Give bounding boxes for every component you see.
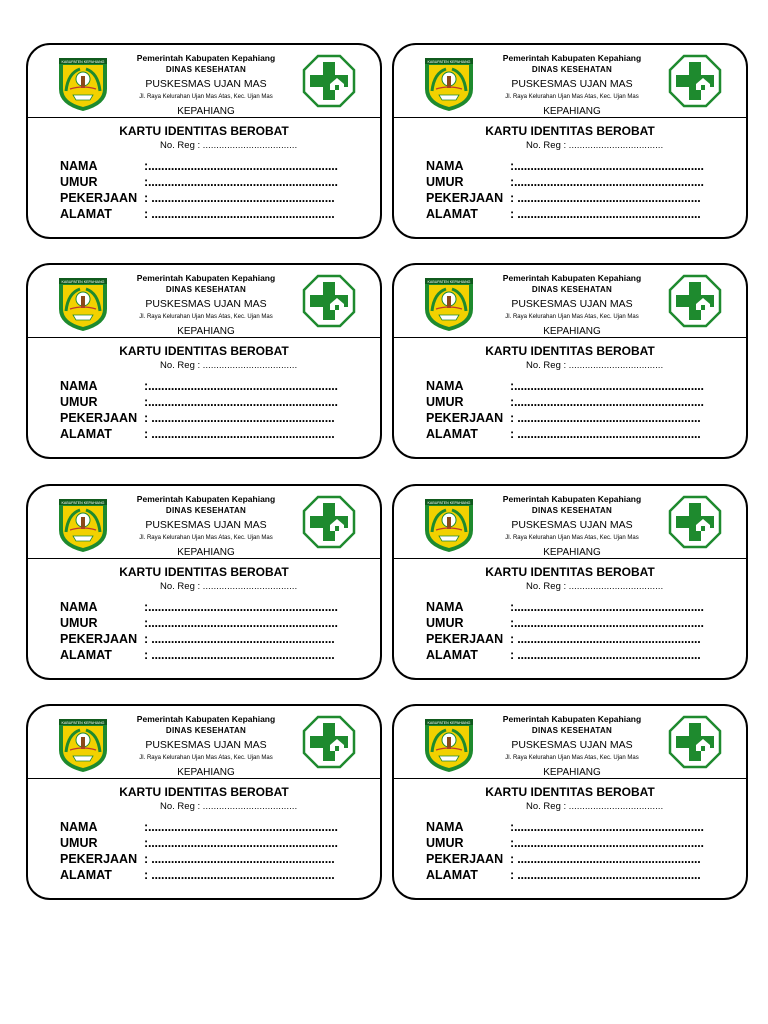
field-blank-alamat: : ........................................................ xyxy=(144,427,335,441)
field-blank-nama: :.......................................................... xyxy=(144,159,338,173)
field-label-nama: NAMA xyxy=(60,820,98,834)
reg-blank: ................................... xyxy=(202,581,298,591)
svg-text:KABUPATEN KEPAHIANG: KABUPATEN KEPAHIANG xyxy=(61,721,105,725)
puskesmas-cross-icon xyxy=(302,54,356,108)
reg-label: No. Reg : xyxy=(160,581,201,592)
field-label-umur: UMUR xyxy=(60,836,98,850)
regency-line: KEPAHIANG xyxy=(543,326,601,337)
field-blank-umur: :.......................................................... xyxy=(510,616,704,630)
field-label-nama: NAMA xyxy=(60,159,98,173)
reg-number xyxy=(526,581,663,592)
svg-text:KABUPATEN KEPAHIANG: KABUPATEN KEPAHIANG xyxy=(427,60,471,64)
identity-card xyxy=(392,263,748,459)
card-title: KARTU IDENTITAS BEROBAT xyxy=(485,344,655,358)
svg-text:KABUPATEN KEPAHIANG: KABUPATEN KEPAHIANG xyxy=(427,501,471,505)
field-blank-nama: :.......................................................... xyxy=(510,820,704,834)
field-blank-pekerjaan: : ........................................................ xyxy=(510,411,701,425)
header-divider xyxy=(28,558,380,559)
field-label-umur: UMUR xyxy=(426,175,464,189)
department-line: DINAS KESEHATAN xyxy=(165,506,247,515)
field-label-alamat: ALAMAT xyxy=(426,648,478,662)
identity-card xyxy=(26,263,382,459)
field-label-nama: NAMA xyxy=(426,379,464,393)
reg-label: No. Reg : xyxy=(160,801,201,812)
address-line: Jl. Raya Kelurahan Ujan Mas Atas, Kec. Ujan Mas xyxy=(139,535,273,541)
address-line: Jl. Raya Kelurahan Ujan Mas Atas, Kec. Ujan Mas xyxy=(139,755,273,761)
puskesmas-name: PUSKESMAS UJAN MAS xyxy=(511,78,633,90)
field-label-umur: UMUR xyxy=(426,836,464,850)
reg-number xyxy=(526,360,663,371)
field-blank-umur: :.......................................................... xyxy=(144,836,338,850)
card-title: KARTU IDENTITAS BEROBAT xyxy=(485,785,655,799)
reg-number xyxy=(526,801,663,812)
government-line: Pemerintah Kabupaten Kepahiang xyxy=(502,494,642,504)
field-label-umur: UMUR xyxy=(60,616,98,630)
kepahiang-emblem-icon xyxy=(56,55,110,113)
field-blank-alamat: : ........................................................ xyxy=(144,207,335,221)
puskesmas-name: PUSKESMAS UJAN MAS xyxy=(145,78,267,90)
field-label-alamat: ALAMAT xyxy=(60,207,112,221)
reg-label: No. Reg : xyxy=(526,360,567,371)
field-label-pekerjaan: PEKERJAAN xyxy=(426,632,504,646)
department-line: DINAS KESEHATAN xyxy=(165,726,247,735)
field-label-nama: NAMA xyxy=(426,820,464,834)
field-blank-alamat: : ........................................................ xyxy=(510,648,701,662)
field-blank-pekerjaan: : ........................................................ xyxy=(510,632,701,646)
field-blank-pekerjaan: : ........................................................ xyxy=(510,852,701,866)
reg-blank: ................................... xyxy=(568,140,664,150)
government-line: Pemerintah Kabupaten Kepahiang xyxy=(502,53,642,63)
svg-text:KABUPATEN KEPAHIANG: KABUPATEN KEPAHIANG xyxy=(61,501,105,505)
puskesmas-name: PUSKESMAS UJAN MAS xyxy=(145,739,267,751)
regency-line: KEPAHIANG xyxy=(177,767,235,778)
field-blank-umur: :.......................................................... xyxy=(144,616,338,630)
header-divider xyxy=(394,558,746,559)
reg-number xyxy=(160,581,297,592)
kepahiang-emblem-icon xyxy=(56,496,110,554)
field-label-alamat: ALAMAT xyxy=(426,207,478,221)
field-label-alamat: ALAMAT xyxy=(60,648,112,662)
department-line: DINAS KESEHATAN xyxy=(531,65,613,74)
puskesmas-cross-icon xyxy=(668,274,722,328)
field-blank-alamat: : ........................................................ xyxy=(510,868,701,882)
field-label-nama: NAMA xyxy=(60,379,98,393)
department-line: DINAS KESEHATAN xyxy=(165,65,247,74)
department-line: DINAS KESEHATAN xyxy=(531,506,613,515)
field-label-nama: NAMA xyxy=(60,600,98,614)
address-line: Jl. Raya Kelurahan Ujan Mas Atas, Kec. Ujan Mas xyxy=(505,314,639,320)
card-title: KARTU IDENTITAS BEROBAT xyxy=(485,124,655,138)
header-divider xyxy=(394,778,746,779)
kepahiang-emblem-icon xyxy=(56,716,110,774)
address-line: Jl. Raya Kelurahan Ujan Mas Atas, Kec. Ujan Mas xyxy=(505,94,639,100)
puskesmas-name: PUSKESMAS UJAN MAS xyxy=(145,298,267,310)
identity-card xyxy=(392,704,748,900)
card-title: KARTU IDENTITAS BEROBAT xyxy=(119,344,289,358)
puskesmas-name: PUSKESMAS UJAN MAS xyxy=(511,739,633,751)
reg-label: No. Reg : xyxy=(526,581,567,592)
field-blank-nama: :.......................................................... xyxy=(144,600,338,614)
puskesmas-name: PUSKESMAS UJAN MAS xyxy=(145,519,267,531)
kepahiang-emblem-icon xyxy=(56,275,110,333)
field-blank-pekerjaan: : ........................................................ xyxy=(144,191,335,205)
field-blank-pekerjaan: : ........................................................ xyxy=(510,191,701,205)
reg-number xyxy=(160,801,297,812)
reg-blank: ................................... xyxy=(202,140,298,150)
regency-line: KEPAHIANG xyxy=(177,547,235,558)
puskesmas-cross-icon xyxy=(668,54,722,108)
reg-number xyxy=(160,140,297,151)
field-label-umur: UMUR xyxy=(426,616,464,630)
field-blank-umur: :.......................................................... xyxy=(510,175,704,189)
field-label-pekerjaan: PEKERJAAN xyxy=(60,411,138,425)
regency-line: KEPAHIANG xyxy=(543,767,601,778)
card-title: KARTU IDENTITAS BEROBAT xyxy=(119,124,289,138)
reg-blank: ................................... xyxy=(568,581,664,591)
field-label-alamat: ALAMAT xyxy=(60,868,112,882)
puskesmas-name: PUSKESMAS UJAN MAS xyxy=(511,298,633,310)
field-blank-nama: :.......................................................... xyxy=(510,159,704,173)
puskesmas-cross-icon xyxy=(302,715,356,769)
reg-number xyxy=(526,140,663,151)
field-label-pekerjaan: PEKERJAAN xyxy=(60,852,138,866)
government-line: Pemerintah Kabupaten Kepahiang xyxy=(136,53,276,63)
field-blank-umur: :.......................................................... xyxy=(510,395,704,409)
field-label-pekerjaan: PEKERJAAN xyxy=(60,191,138,205)
regency-line: KEPAHIANG xyxy=(543,547,601,558)
puskesmas-name: PUSKESMAS UJAN MAS xyxy=(511,519,633,531)
field-blank-nama: :.......................................................... xyxy=(144,379,338,393)
field-label-pekerjaan: PEKERJAAN xyxy=(60,632,138,646)
header-divider xyxy=(28,117,380,118)
puskesmas-cross-icon xyxy=(302,495,356,549)
field-label-pekerjaan: PEKERJAAN xyxy=(426,191,504,205)
header-divider xyxy=(28,778,380,779)
field-blank-pekerjaan: : ........................................................ xyxy=(144,632,335,646)
svg-text:KABUPATEN KEPAHIANG: KABUPATEN KEPAHIANG xyxy=(427,280,471,284)
regency-line: KEPAHIANG xyxy=(543,106,601,117)
department-line: DINAS KESEHATAN xyxy=(531,726,613,735)
reg-blank: ................................... xyxy=(202,801,298,811)
kepahiang-emblem-icon xyxy=(422,275,476,333)
field-label-nama: NAMA xyxy=(426,159,464,173)
field-blank-nama: :.......................................................... xyxy=(144,820,338,834)
field-label-umur: UMUR xyxy=(426,395,464,409)
field-label-umur: UMUR xyxy=(60,175,98,189)
field-label-pekerjaan: PEKERJAAN xyxy=(426,852,504,866)
card-title: KARTU IDENTITAS BEROBAT xyxy=(119,565,289,579)
reg-blank: ................................... xyxy=(202,360,298,370)
address-line: Jl. Raya Kelurahan Ujan Mas Atas, Kec. Ujan Mas xyxy=(139,314,273,320)
reg-label: No. Reg : xyxy=(160,140,201,151)
header-divider xyxy=(394,117,746,118)
field-blank-alamat: : ........................................................ xyxy=(510,207,701,221)
svg-text:KABUPATEN KEPAHIANG: KABUPATEN KEPAHIANG xyxy=(61,280,105,284)
regency-line: KEPAHIANG xyxy=(177,106,235,117)
government-line: Pemerintah Kabupaten Kepahiang xyxy=(502,273,642,283)
field-blank-pekerjaan: : ........................................................ xyxy=(144,852,335,866)
puskesmas-cross-icon xyxy=(302,274,356,328)
puskesmas-cross-icon xyxy=(668,715,722,769)
svg-text:KABUPATEN KEPAHIANG: KABUPATEN KEPAHIANG xyxy=(61,60,105,64)
reg-blank: ................................... xyxy=(568,360,664,370)
reg-number xyxy=(160,360,297,371)
header-divider xyxy=(28,337,380,338)
field-label-umur: UMUR xyxy=(60,395,98,409)
identity-card xyxy=(392,484,748,680)
field-label-nama: NAMA xyxy=(426,600,464,614)
department-line: DINAS KESEHATAN xyxy=(531,285,613,294)
reg-label: No. Reg : xyxy=(160,360,201,371)
card-title: KARTU IDENTITAS BEROBAT xyxy=(119,785,289,799)
field-label-pekerjaan: PEKERJAAN xyxy=(426,411,504,425)
identity-card xyxy=(26,484,382,680)
government-line: Pemerintah Kabupaten Kepahiang xyxy=(136,273,276,283)
field-blank-nama: :.......................................................... xyxy=(510,600,704,614)
reg-blank: ................................... xyxy=(568,801,664,811)
field-label-alamat: ALAMAT xyxy=(426,868,478,882)
regency-line: KEPAHIANG xyxy=(177,326,235,337)
address-line: Jl. Raya Kelurahan Ujan Mas Atas, Kec. Ujan Mas xyxy=(139,94,273,100)
kepahiang-emblem-icon xyxy=(422,496,476,554)
address-line: Jl. Raya Kelurahan Ujan Mas Atas, Kec. Ujan Mas xyxy=(505,535,639,541)
field-blank-nama: :.......................................................... xyxy=(510,379,704,393)
puskesmas-cross-icon xyxy=(668,495,722,549)
government-line: Pemerintah Kabupaten Kepahiang xyxy=(136,714,276,724)
kepahiang-emblem-icon xyxy=(422,55,476,113)
identity-card xyxy=(392,43,748,239)
card-title: KARTU IDENTITAS BEROBAT xyxy=(485,565,655,579)
field-blank-alamat: : ........................................................ xyxy=(144,648,335,662)
field-blank-umur: :.......................................................... xyxy=(510,836,704,850)
identity-card xyxy=(26,43,382,239)
reg-label: No. Reg : xyxy=(526,140,567,151)
government-line: Pemerintah Kabupaten Kepahiang xyxy=(136,494,276,504)
field-blank-umur: :.......................................................... xyxy=(144,395,338,409)
identity-card xyxy=(26,704,382,900)
field-blank-alamat: : ........................................................ xyxy=(510,427,701,441)
kepahiang-emblem-icon xyxy=(422,716,476,774)
address-line: Jl. Raya Kelurahan Ujan Mas Atas, Kec. Ujan Mas xyxy=(505,755,639,761)
department-line: DINAS KESEHATAN xyxy=(165,285,247,294)
government-line: Pemerintah Kabupaten Kepahiang xyxy=(502,714,642,724)
reg-label: No. Reg : xyxy=(526,801,567,812)
field-blank-umur: :.......................................................... xyxy=(144,175,338,189)
field-label-alamat: ALAMAT xyxy=(426,427,478,441)
svg-text:KABUPATEN KEPAHIANG: KABUPATEN KEPAHIANG xyxy=(427,721,471,725)
field-blank-pekerjaan: : ........................................................ xyxy=(144,411,335,425)
field-label-alamat: ALAMAT xyxy=(60,427,112,441)
field-blank-alamat: : ........................................................ xyxy=(144,868,335,882)
header-divider xyxy=(394,337,746,338)
